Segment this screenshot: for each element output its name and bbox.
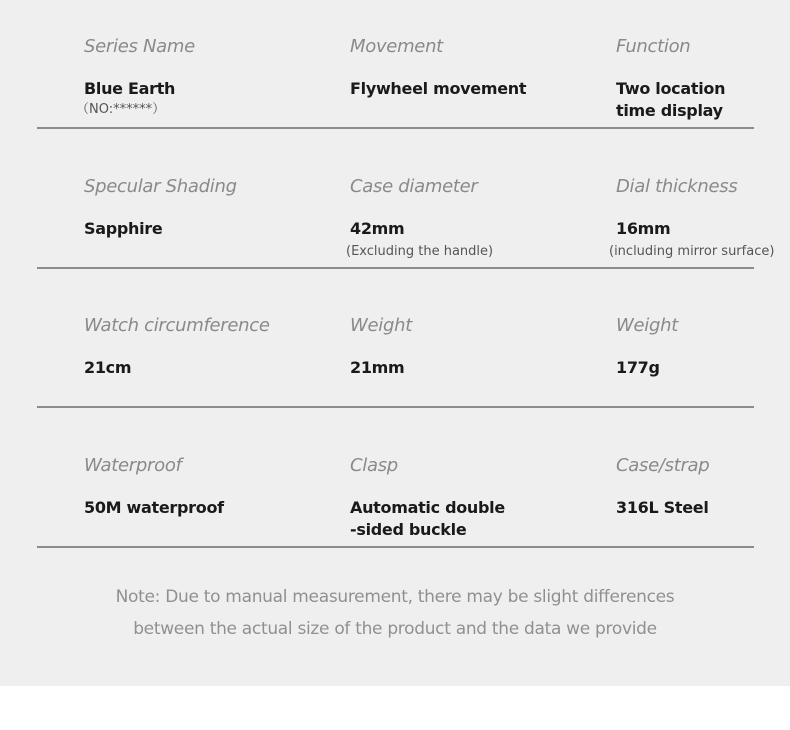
series-name-number: （NO:******） xyxy=(76,102,166,117)
function-value-line-1: Two location xyxy=(616,79,726,98)
movement-value: Flywheel movement xyxy=(350,79,527,98)
spec-row-3 xyxy=(0,315,790,455)
weight-value-2: 177g xyxy=(616,358,660,377)
measurement-note-line-2: between the actual size of the product and the data we provide xyxy=(133,619,657,639)
clasp-label: Clasp xyxy=(350,455,398,476)
movement-label: Movement xyxy=(350,36,443,57)
clasp-value-line-2: -sided buckle xyxy=(350,520,467,539)
watch-circumference-label: Watch circumference xyxy=(84,315,270,336)
waterproof-value: 50M waterproof xyxy=(84,498,224,517)
function-value-line-2: time display xyxy=(616,101,723,120)
case-diameter-label: Case diameter xyxy=(350,176,478,197)
weight-label: Weight xyxy=(350,315,412,336)
dial-thickness-note: (including mirror surface) xyxy=(609,244,775,259)
spec-row-1 xyxy=(0,36,790,176)
specular-shading-label: Specular Shading xyxy=(84,176,237,197)
row-divider xyxy=(37,267,754,269)
series-name-value: Blue Earth xyxy=(84,79,176,98)
watch-circumference-value: 21cm xyxy=(84,358,132,377)
clasp-value-line-1: Automatic double xyxy=(350,498,505,517)
row-divider xyxy=(37,406,754,408)
case-strap-value: 316L Steel xyxy=(616,498,709,517)
spec-row-2 xyxy=(0,176,790,316)
weight-value: 21mm xyxy=(350,358,405,377)
case-diameter-note: (Excluding the handle) xyxy=(346,244,494,259)
measurement-note-line-1: Note: Due to manual measurement, there may be slight differences xyxy=(115,587,675,607)
case-diameter-value: 42mm xyxy=(350,219,405,238)
row-divider xyxy=(37,127,754,129)
function-label: Function xyxy=(616,36,691,57)
case-strap-label: Case/strap xyxy=(616,455,710,476)
spec-row-4 xyxy=(0,455,790,595)
dial-thickness-value: 16mm xyxy=(616,219,671,238)
specular-shading-value: Sapphire xyxy=(84,219,163,238)
weight-label-2: Weight xyxy=(616,315,678,336)
dial-thickness-label: Dial thickness xyxy=(616,176,738,197)
waterproof-label: Waterproof xyxy=(84,455,182,476)
row-divider xyxy=(37,546,754,548)
series-name-label: Series Name xyxy=(84,36,195,57)
